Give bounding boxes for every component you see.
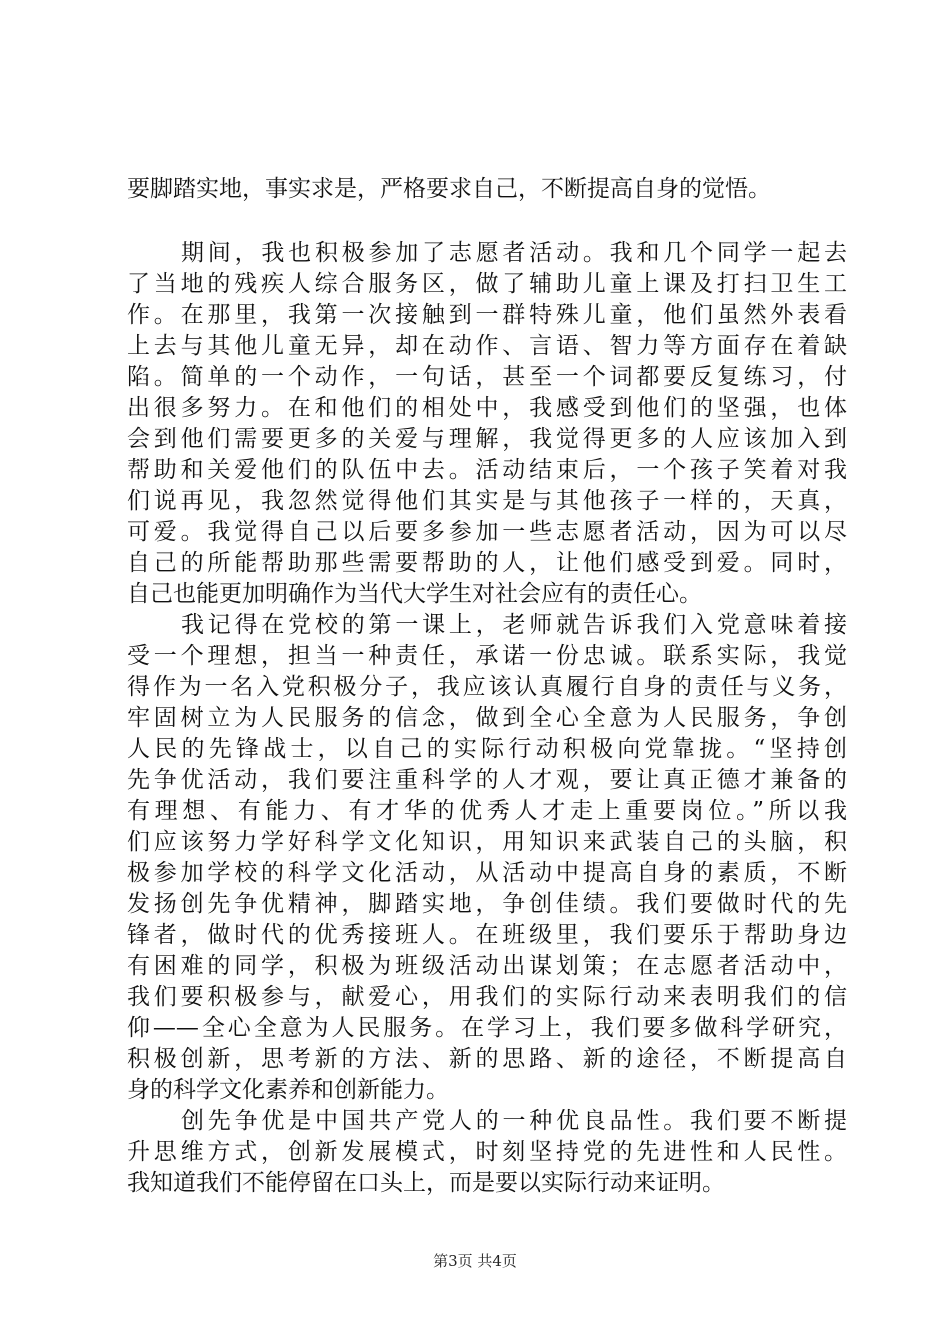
- text-line: 我记得在党校的第一课上，老师就告诉我们入党意味着接: [181, 612, 847, 638]
- text-line: 得作为一名入党积极分子，我应该认真履行自身的责任与义务，: [127, 674, 847, 700]
- paragraph-gap: [127, 205, 847, 238]
- text-line: 作。在那里，我第一次接触到一群特殊儿童，他们虽然外表看: [127, 302, 847, 328]
- text-line: 仰——全心全意为人民服务。在学习上，我们要多做科学研究，: [127, 1015, 847, 1041]
- text-line: 发扬创先争优精神，脚踏实地，争创佳绩。我们要做时代的先: [127, 891, 847, 917]
- text-line: 期间，我也积极参加了志愿者活动。我和几个同学一起去: [181, 240, 847, 266]
- text-line: 会到他们需要更多的关爱与理解，我觉得更多的人应该加入到: [127, 426, 847, 452]
- text-line: 自己也能更加明确作为当代大学生对社会应有的责任心。: [127, 581, 702, 607]
- text-line: 有理想、有能力、有才华的优秀人才走上重要岗位。”所以我: [127, 798, 847, 824]
- text-line: 有困难的同学，积极为班级活动出谋划策；在志愿者活动中，: [127, 953, 847, 979]
- text-line: 帮助和关爱他们的队伍中去。活动结束后，一个孩子笑着对我: [127, 457, 847, 483]
- document-body: [127, 174, 847, 1199]
- text-line: 上去与其他儿童无异，却在动作、言语、智力等方面存在着缺: [127, 333, 847, 359]
- text-line: 身的科学文化素养和创新能力。: [127, 1077, 449, 1103]
- text-line: 我们要积极参与，献爱心，用我们的实际行动来表明我们的信: [127, 984, 847, 1010]
- text-line: 锋者，做时代的优秀接班人。在班级里，我们要乐于帮助身边: [127, 922, 847, 948]
- text-line: 我知道我们不能停留在口头上，而是要以实际行动来证明。: [127, 1170, 725, 1196]
- text-line: 升思维方式，创新发展模式，时刻坚持党的先进性和人民性。: [127, 1139, 847, 1165]
- page-footer: 第3页 共4页: [433, 1252, 517, 1270]
- text-line: 积极创新，思考新的方法、新的思路、新的途径，不断提高自: [127, 1046, 847, 1072]
- paragraph: [127, 610, 847, 1106]
- text-line: 牢固树立为人民服务的信念，做到全心全意为人民服务，争创: [127, 705, 847, 731]
- text-line: 们应该努力学好科学文化知识，用知识来武装自己的头脑，积: [127, 829, 847, 855]
- text-line: 自己的所能帮助那些需要帮助的人，让他们感受到爱。同时，: [127, 550, 847, 576]
- text-line: 人民的先锋战士，以自己的实际行动积极向党靠拢。“坚持创: [127, 736, 847, 762]
- paragraph: [127, 1106, 847, 1199]
- text-line: 陷。简单的一个动作，一句话，甚至一个词都要反复练习，付: [127, 364, 847, 390]
- text-line: 可爱。我觉得自己以后要多参加一些志愿者活动，因为可以尽: [127, 519, 847, 545]
- text-line: 了当地的残疾人综合服务区，做了辅助儿童上课及打扫卫生工: [127, 271, 847, 297]
- text-line: 们说再见，我忽然觉得他们其实是与其他孩子一样的，天真，: [127, 488, 847, 514]
- text-line: 创先争优是中国共产党人的一种优良品性。我们要不断提: [181, 1108, 847, 1134]
- paragraph: [127, 174, 847, 205]
- text-line: 出很多努力。在和他们的相处中，我感受到他们的坚强，也体: [127, 395, 847, 421]
- text-line: 要脚踏实地，事实求是，严格要求自己，不断提高自身的觉悟。: [127, 176, 771, 202]
- text-line: 先争优活动，我们要注重科学的人才观，要让真正德才兼备的: [127, 767, 847, 793]
- text-line: 极参加学校的科学文化活动，从活动中提高自身的素质，不断: [127, 860, 847, 886]
- text-line: 受一个理想，担当一种责任，承诺一份忠诚。联系实际，我觉: [127, 643, 847, 669]
- paragraph: [127, 238, 847, 610]
